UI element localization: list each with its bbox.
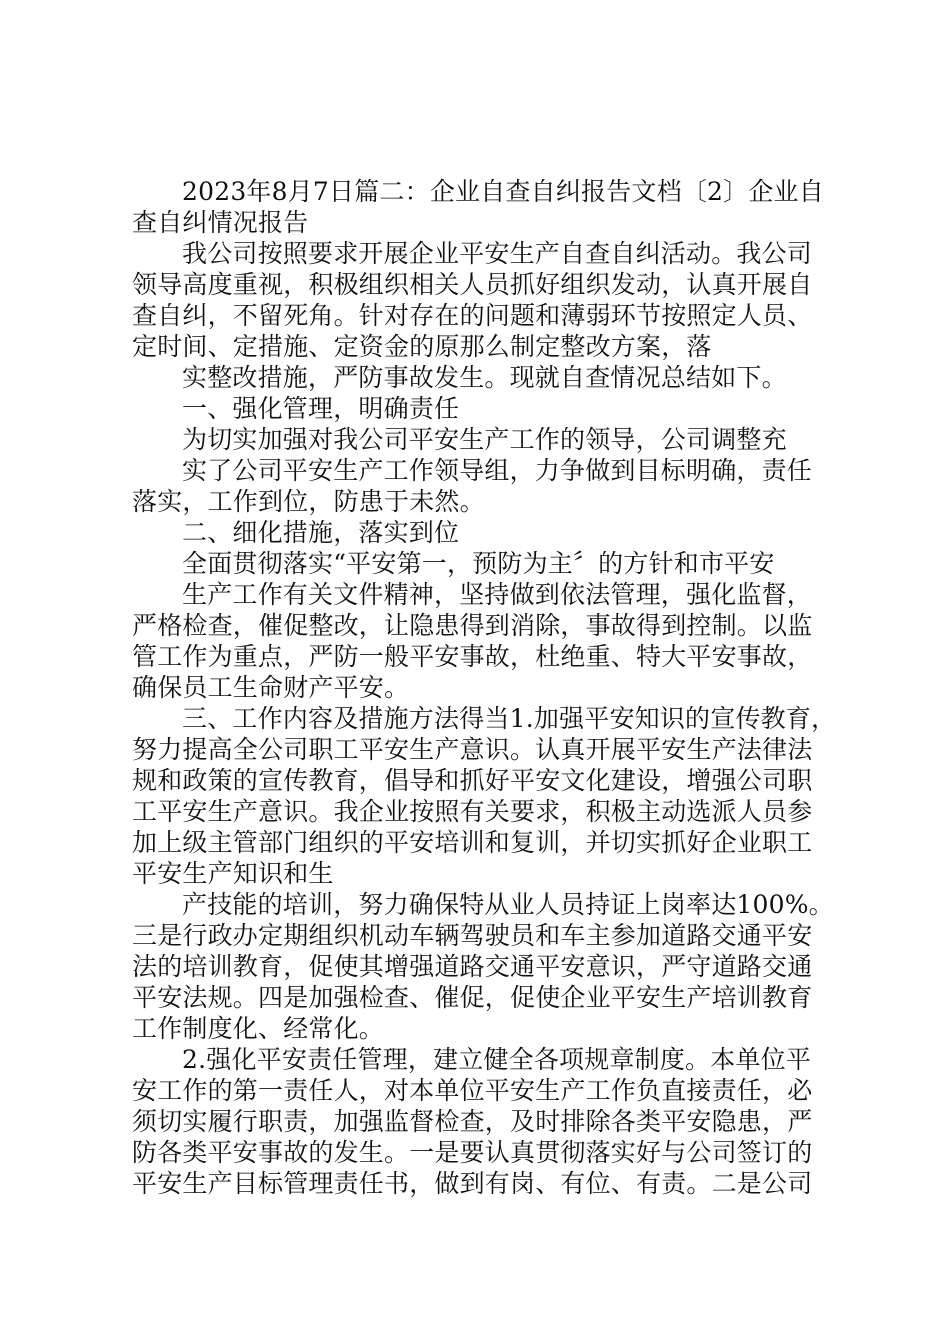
text-line: 平安法规。四是加强检查、催促，促使企业平安生产培训教育 [132, 983, 813, 1012]
text-line: 实了公司平安生产工作领导组，力争做到目标明确，责任 [182, 456, 813, 485]
text-line: 努力提高全公司职工平安生产意识。认真开展平安生产法律法 [132, 735, 813, 764]
text-line: 平安生产知识和生 [132, 859, 334, 888]
text-line: 安工作的第一责任人，对本单位平安生产工作负直接责任，必 [132, 1076, 813, 1105]
text-line: 定时间、定措施、定资金的原那么制定整改方案，落 [132, 332, 712, 361]
text-line: 规和政策的宣传教育，倡导和抓好平安文化建设，增强公司职 [132, 766, 813, 795]
text-line: 为切实加强对我公司平安生产工作的领导，公司调整充 [182, 425, 787, 454]
text-line: 加上级主管部门组织的平安培训和复训，并切实抓好企业职工 [132, 828, 813, 857]
text-line: 防各类平安事故的发生。一是要认真贯彻落实好与公司签订的 [132, 1138, 813, 1167]
text-line: 2.强化平安责任管理，建立健全各项规章制度。本单位平 [182, 1045, 812, 1074]
text-line: 三是行政办定期组织机动车辆驾驶员和车主参加道路交通平安 [132, 921, 813, 950]
text-line: 实整改措施，严防事故发生。现就自查情况总结如下。 [182, 363, 787, 392]
text-line: 工作制度化、经常化。 [132, 1014, 385, 1043]
text-line: 查自纠情况报告 [132, 208, 309, 237]
text-line: 查自纠，不留死角。针对存在的问题和薄弱环节按照定人员、 [132, 301, 813, 330]
text-line: 二、细化措施，落实到位 [182, 518, 460, 547]
text-line: 确保员工生命财产平安。 [132, 673, 410, 702]
text-line: 平安生产目标管理责任书，做到有岗、有位、有责。二是公司 [132, 1169, 813, 1198]
text-line: 2023年8月7日篇二：企业自查自纠报告文档〔2〕企业自 [182, 177, 824, 206]
text-line: 全面贯彻落实“平安第一，预防为主〞的方针和市平安 [182, 549, 775, 578]
text-line: 产技能的培训，努力确保特从业人员持证上岗率达100%。 [182, 890, 834, 919]
text-line: 严格检查，催促整改，让隐患得到消除，事故得到控制。以监 [132, 611, 813, 640]
text-line: 生产工作有关文件精神，坚持做到依法管理，强化监督， [182, 580, 813, 609]
text-line: 法的培训教育，促使其增强道路交通平安意识，严守道路交通 [132, 952, 813, 981]
document-body [132, 176, 837, 1199]
text-line: 工平安生产意识。我企业按照有关要求，积极主动选派人员参 [132, 797, 813, 826]
text-line: 落实，工作到位，防患于未然。 [132, 487, 485, 516]
text-line: 我公司按照要求开展企业平安生产自查自纠活动。我公司 [182, 239, 813, 268]
text-line: 三、工作内容及措施方法得当1.加强平安知识的宣传教育， [182, 704, 837, 733]
text-line: 管工作为重点，严防一般平安事故，杜绝重、特大平安事故， [132, 642, 813, 671]
text-line: 须切实履行职责，加强监督检查，及时排除各类平安隐患，严 [132, 1107, 813, 1136]
text-line: 领导高度重视，积极组织相关人员抓好组织发动，认真开展自 [132, 270, 813, 299]
text-line: 一、强化管理，明确责任 [182, 394, 460, 423]
